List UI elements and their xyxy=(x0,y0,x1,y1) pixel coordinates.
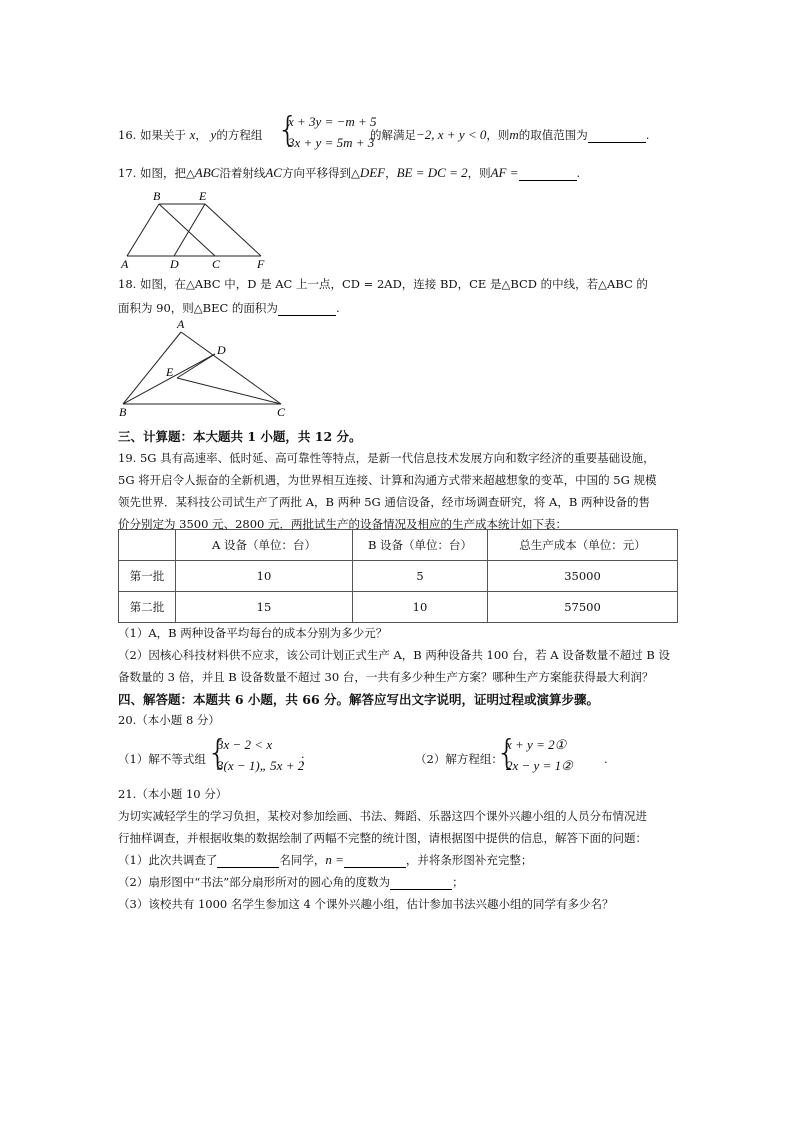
q17-text-2: 沿着射线 xyxy=(219,166,266,180)
q18-label-c: C xyxy=(277,405,286,419)
q19-table xyxy=(118,529,678,623)
q18-label-e: E xyxy=(166,365,174,379)
q21-count-blank[interactable] xyxy=(217,867,279,868)
q20-part1-end: ； xyxy=(300,752,312,766)
table-cell: 第二批 xyxy=(119,592,176,623)
q16-line-tail xyxy=(370,127,649,143)
q19-subq2b: 备数量的 3 倍，并且 B 设备数量不超过 30 台，一共有多少种生产方案？哪种生产方案能获得最大利润？ xyxy=(118,670,654,684)
q16-var-y: y xyxy=(210,127,217,142)
q21-angle-blank[interactable] xyxy=(390,889,452,890)
table-header-cell: 总生产成本（单位：元） xyxy=(488,530,678,561)
q18-line2 xyxy=(118,300,340,316)
q20-eq2: 2x − y = 1② xyxy=(506,758,573,773)
q17-text-5: ，则 xyxy=(467,166,491,180)
q21-head: 21.（本小题 10 分） xyxy=(118,787,228,801)
q19-p1: 19. 5G 具有高速率、低时延、高可靠性等特点，是新一代信息技术发展方向和数字经济的重要基础设施， xyxy=(118,451,655,465)
q16-text-post2: ，则 xyxy=(486,128,510,142)
q19-p3: 领先世界．某科技公司试生产了两批 A，B 两种 5G 通信设备，经市场调查研究，将 A，B 两种设备的售 xyxy=(118,495,650,509)
q17-label-b: B xyxy=(153,189,161,203)
q17-condition: BE = DC = 2 xyxy=(396,165,468,180)
q21-subq1-n: n = xyxy=(325,852,344,867)
table-header-row xyxy=(119,530,678,561)
table-header-cell: A 设备（单位：台） xyxy=(176,530,353,561)
q17-text-1: 如图，把△ xyxy=(139,166,195,180)
q21-subq3: （3）该校共有 1000 名学生参加这 4 个课外兴趣小组，估计参加书法兴趣小组的同学有多少名？ xyxy=(118,897,614,911)
q17-line xyxy=(118,165,580,181)
q16-var-x: x xyxy=(189,127,196,142)
q20-ineq1: 3x − 2 < x xyxy=(217,737,273,752)
q16-end: . xyxy=(645,128,650,142)
q16-eq1: x + 3y = −m + 5 xyxy=(288,114,377,129)
q16-var-m: m xyxy=(509,127,519,142)
q17-label-d: D xyxy=(170,257,179,270)
q18-line2-text: 面积为 90，则△BEC 的面积为 xyxy=(118,301,278,315)
q17-ac: AC xyxy=(265,165,282,180)
q21-subq2-end: ； xyxy=(452,875,464,889)
section-4-title: 四、解答题：本题共 6 小题，共 66 分。解答应写出文字说明，证明过程或演算步骤。 xyxy=(118,692,600,707)
q16-number: 16. xyxy=(118,128,137,142)
q19-p2: 5G 将开启令人振奋的全新机遇，为世界相互连接、计算和沟通方式带来超越想象的变革，中国的 5G 规模 xyxy=(118,473,657,487)
table-cell: 第一批 xyxy=(119,561,176,592)
q20-eq1: x + y = 2① xyxy=(506,737,567,752)
table-cell: 15 xyxy=(176,592,353,623)
q17-text-4: ， xyxy=(385,166,397,180)
q21-subq2 xyxy=(118,874,464,890)
q20-head: 20.（本小题 8 分） xyxy=(118,713,220,727)
q20-part2-label: （2）解方程组： xyxy=(415,752,503,766)
q21-p1: 为切实减轻学生的学习负担，某校对参加绘画、书法、舞蹈、乐器这四个课外兴趣小组的人员分布情况进 xyxy=(118,809,647,823)
q16-answer-blank[interactable] xyxy=(588,142,646,143)
q18-label-b: B xyxy=(119,405,127,419)
q19-p4: 价分别定为 3500 元、2800 元．两批试生产的设备情况及相应的生产成本统计如下表： xyxy=(118,517,567,531)
q17-def: DEF xyxy=(359,165,386,180)
q16-line xyxy=(118,127,262,143)
q17-label-e: E xyxy=(199,189,207,203)
q17-label-f: F xyxy=(257,257,265,270)
q17-text-3: 方向平移得到△ xyxy=(281,166,360,180)
q16-text-post3: 的取值范围为 xyxy=(518,128,588,142)
q21-p2: 行抽样调查，并根据收集的数据绘制了两幅不完整的统计图，请根据图中提供的信息，解答下面的问题： xyxy=(118,831,647,845)
q21-subq1-text-c: ，并将条形图补充完整； xyxy=(405,853,533,867)
q17-figure xyxy=(115,186,275,270)
section-3-title: 三、计算题：本大题共 1 小题，共 12 分。 xyxy=(118,429,362,444)
q18-label-d: D xyxy=(217,343,226,357)
table-cell: 35000 xyxy=(488,561,678,592)
q19-subq2a: （2）因核心科技材料供不应求，该公司计划正式生产 A，B 两种设备共 100 台，若 A 设备数量不超过 B 设 xyxy=(118,648,671,662)
table-cell: 5 xyxy=(353,561,488,592)
q18-line1: 18. 如图，在△ABC 中，D 是 AC 上一点，CD = 2AD，连接 BD，CE 是△BCD 的中线，若△ABC 的 xyxy=(118,277,648,291)
q20-brace-2: { xyxy=(496,733,518,773)
q17-number: 17. xyxy=(118,166,137,180)
q21-subq2-text: （2）扇形图中“书法”部分扇形所对的圆心角的度数为 xyxy=(118,875,391,889)
q17-af: AF = xyxy=(490,165,519,180)
q16-text-pre: 如果关于 xyxy=(139,128,186,142)
q17-answer-blank[interactable] xyxy=(519,180,577,181)
q16-text-post1: 的解满足 xyxy=(370,128,416,142)
q19-subq1: （1）A，B 两种设备平均每台的成本分别为多少元？ xyxy=(118,626,388,640)
q16-text-mid: 的方程组 xyxy=(216,128,263,142)
table-cell: 10 xyxy=(353,592,488,623)
table-cell: 57500 xyxy=(488,592,678,623)
q18-line2-end: . xyxy=(335,301,340,315)
q17-abc: ABC xyxy=(194,165,220,180)
q20-part2-end: . xyxy=(604,752,608,766)
q18-figure xyxy=(115,316,295,420)
q17-end: . xyxy=(576,166,581,180)
q16-brace: { xyxy=(277,110,299,150)
table-header-cell xyxy=(119,530,176,561)
table-row xyxy=(119,592,678,623)
q16-eq2: 3x + y = 5m + 3 xyxy=(288,135,375,150)
q16-sep: ， xyxy=(195,128,207,142)
q20-ineq2: 3(x − 1)„ 5x + 2 xyxy=(217,758,305,773)
table-header-cell: B 设备（单位：台） xyxy=(353,530,488,561)
q20-part1-label: （1）解不等式组 xyxy=(118,752,206,766)
q21-subq1 xyxy=(118,852,532,868)
q21-n-blank[interactable] xyxy=(344,867,406,868)
table-cell: 10 xyxy=(176,561,353,592)
q21-subq1-text-b: 名同学， xyxy=(279,853,326,867)
q18-label-a: A xyxy=(177,317,185,331)
q17-label-c: C xyxy=(212,257,221,270)
table-row xyxy=(119,561,678,592)
q17-label-a: A xyxy=(121,257,129,270)
q21-subq1-text-a: （1）此次共调查了 xyxy=(118,853,218,867)
q16-condition: −2, x + y < 0 xyxy=(416,127,487,142)
q20-brace-1: { xyxy=(207,733,229,773)
